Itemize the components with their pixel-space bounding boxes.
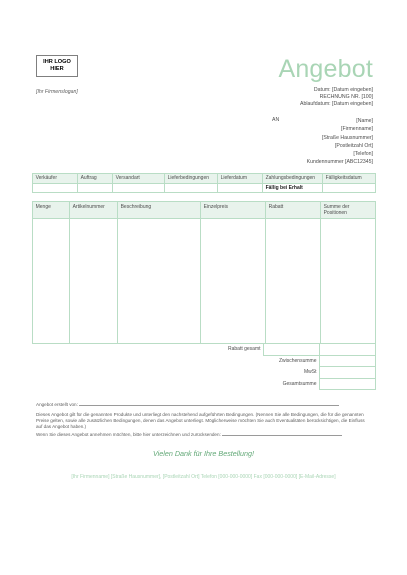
- created-by-label: Angebot erstellt von:: [36, 402, 78, 407]
- subtotal-label: Zwischensumme: [278, 358, 317, 364]
- recipient-block: [307, 117, 373, 167]
- value-cell-delivery-date[interactable]: [218, 183, 263, 193]
- recipient-customer-number: Kundennummer [ABC12345]: [306, 159, 373, 166]
- header-cell-payment-terms: Zahlungsbedingungen: [263, 174, 323, 184]
- line-items-table: [32, 201, 376, 344]
- logo-line-1: IHR LOGO: [43, 59, 71, 66]
- company-address-footer: [Ihr Firmenname] [Straße Hausnummer], [Postleitzahl Ort] Telefon [000-000-0000] Fax [000-000-0000] [E-Mail-Adresse]: [71, 474, 336, 480]
- header-cell-discount: Rabatt: [266, 202, 321, 219]
- value-cell-order[interactable]: [78, 183, 113, 193]
- discount-total-value[interactable]: [264, 344, 320, 356]
- order-info-header-row: [33, 174, 376, 184]
- acceptance-signature-line[interactable]: [222, 432, 342, 436]
- order-info-table: [32, 173, 376, 193]
- grand-total-value[interactable]: [320, 378, 376, 390]
- header-cell-unit-price: Einzelpreis: [201, 202, 266, 219]
- value-cell-shipping[interactable]: [113, 183, 165, 193]
- header-cell-delivery-date: Lieferdatum: [218, 174, 263, 184]
- unit-price-column[interactable]: [201, 219, 266, 344]
- logo-line-2: HIER: [50, 66, 64, 72]
- header-cell-delivery-terms: Lieferbedingungen: [165, 174, 218, 184]
- line-total-column[interactable]: [321, 219, 376, 344]
- company-slogan: [Ihr Firmenslogan]: [36, 89, 78, 95]
- document-title: Angebot: [278, 55, 373, 83]
- invoice-number-line: RECHNUNG NR. [100]: [319, 94, 373, 101]
- header-cell-description: Beschreibung: [118, 202, 201, 219]
- tax-value[interactable]: [320, 367, 376, 379]
- recipient-street: [Straße Hausnummer]: [321, 134, 373, 141]
- header-cell-seller: Verkäufer: [33, 174, 78, 184]
- value-cell-seller[interactable]: [33, 183, 78, 193]
- discount-total-empty: [320, 344, 376, 356]
- subtotal-value[interactable]: [320, 355, 376, 367]
- discount-column[interactable]: [266, 219, 321, 344]
- thank-you-message: Vielen Dank für Ihre Bestellung!: [153, 449, 254, 458]
- header-cell-line-total: Summe der Positionen: [321, 202, 376, 219]
- expiry-date-line: Ablaufdatum: [Datum eingeben]: [300, 101, 373, 108]
- quantity-column[interactable]: [33, 219, 70, 344]
- created-by-signature-line[interactable]: [79, 402, 339, 406]
- tax-label: MwSt: [303, 369, 317, 376]
- value-cell-payment-terms[interactable]: Fällig bei Erhalt: [263, 183, 323, 193]
- totals-row-subtotal: [32, 355, 376, 367]
- acceptance-line: [36, 432, 372, 438]
- recipient-name: [Name]: [356, 118, 373, 124]
- totals-row-tax: [32, 367, 376, 379]
- logo-placeholder: [36, 55, 78, 77]
- recipient-phone: [Telefon]: [353, 151, 373, 158]
- grand-total-label: Gesamtsumme: [282, 380, 317, 387]
- terms-text: Dieses Angebot gilt für die genannten Produkte und unterliegt den nachstehend aufgeführten Bedingungen. (Nennen Sie alle Bedingungen, die für die genannten Preise gelten, sowie alle zusätzlichen Bedingungen, denen das Angebot unterliegt. Möglicherweise möchten Sie auch Eventualitäten berücksichtigen, die Einfluss auf das Angebot haben.): [36, 412, 365, 430]
- document-info: [300, 87, 373, 109]
- discount-total-label: Rabatt gesamt: [227, 346, 261, 353]
- line-items-header-row: [33, 202, 376, 219]
- description-column[interactable]: [118, 219, 201, 344]
- line-items-body-row: [33, 219, 376, 344]
- order-info-value-row: [33, 183, 376, 193]
- value-cell-due-date[interactable]: [323, 183, 376, 193]
- totals-table: [32, 343, 376, 390]
- header-cell-quantity: Menge: [33, 202, 70, 219]
- recipient-company: [Firmenname]: [341, 126, 373, 133]
- totals-row-discount: [32, 344, 376, 356]
- totals-row-grand-total: [32, 378, 376, 390]
- header-cell-order: Auftrag: [78, 174, 113, 184]
- value-cell-delivery-terms[interactable]: [165, 183, 218, 193]
- acceptance-label: Wenn Sie dieses Angebot annehmen möchten, bitte hier unterzeichnen und zurücksenden:: [36, 432, 221, 437]
- article-number-column[interactable]: [70, 219, 118, 344]
- header-cell-shipping: Versandart: [113, 174, 165, 184]
- header-cell-due-date: Fälligkeitsdatum: [323, 174, 376, 184]
- header-cell-article-number: Artikelnummer: [70, 202, 118, 219]
- recipient-city: [Postleitzahl Ort]: [334, 142, 373, 149]
- created-by-line: [36, 402, 372, 408]
- recipient-label: AN: [272, 117, 280, 123]
- date-line: Datum: [Datum eingeben]: [313, 87, 373, 93]
